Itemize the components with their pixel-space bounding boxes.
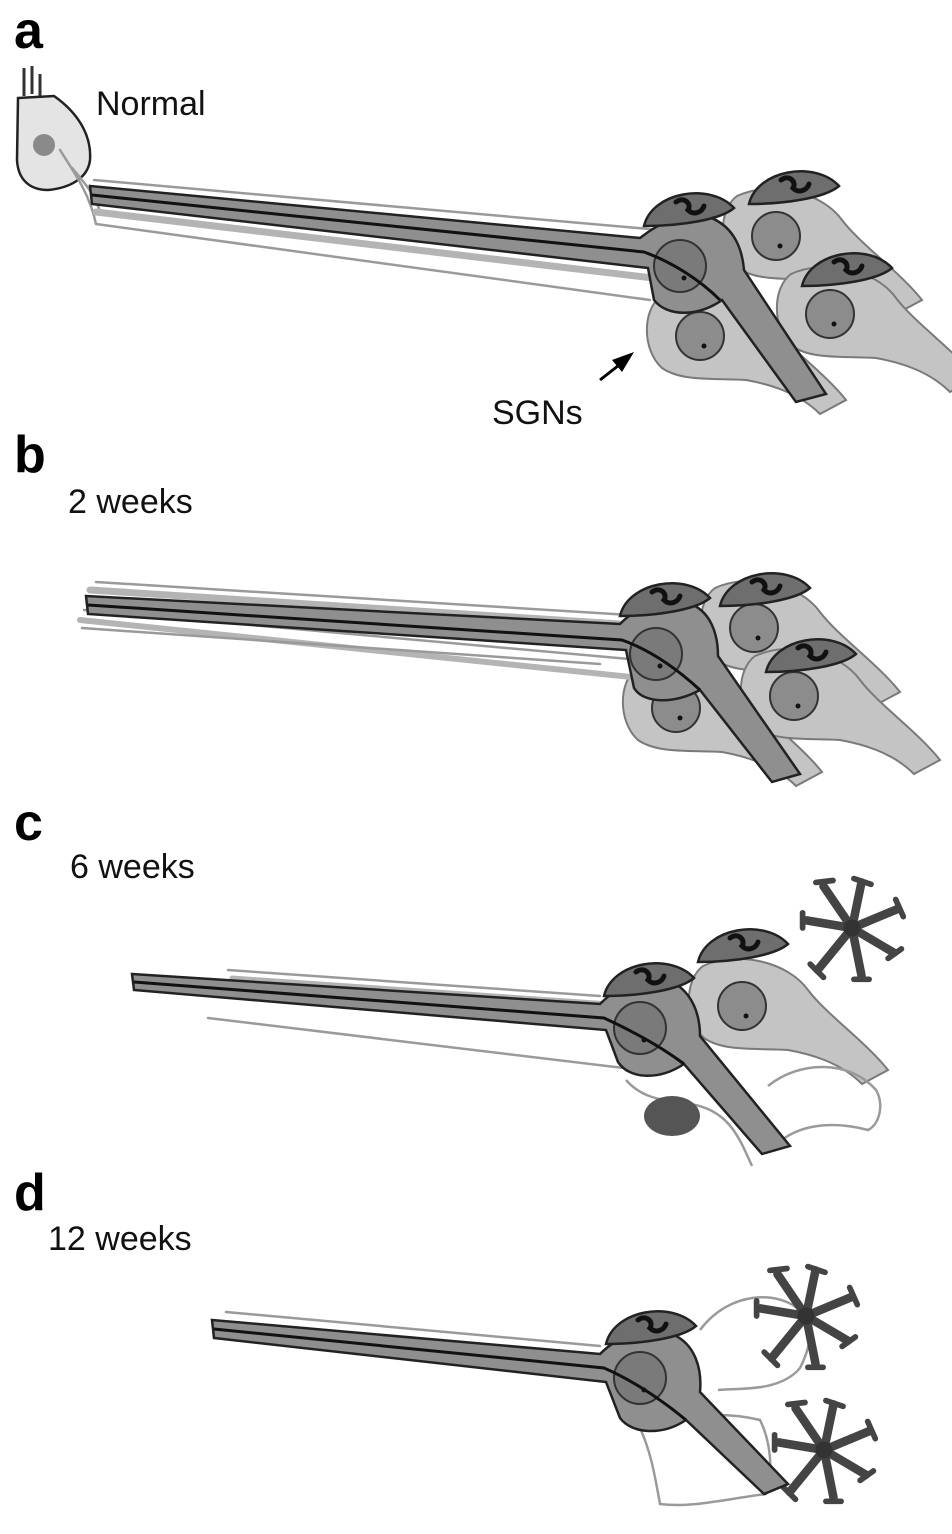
- satellite-cap: [698, 929, 788, 962]
- panel-d-letter: d: [14, 1164, 46, 1222]
- panel-c-caption: 6 weeks: [70, 848, 195, 886]
- glial-star-cell: [803, 879, 904, 980]
- panel-b-letter: b: [14, 426, 46, 484]
- panel-c-letter: c: [14, 794, 43, 852]
- satellite-cap: [644, 193, 734, 226]
- panel-a-caption: Normal: [96, 85, 206, 123]
- panel-a: [14, 2, 952, 432]
- satellite-cap: [749, 171, 839, 204]
- panel-d: [14, 1164, 875, 1505]
- inner-hair-cell: [17, 66, 90, 190]
- panel-c: [14, 794, 903, 1166]
- panel-a-letter: a: [14, 2, 43, 60]
- spiral-ganglion-neuron: [212, 1320, 788, 1494]
- sgns-annotation: [492, 352, 634, 432]
- panel-d-caption: 12 weeks: [48, 1220, 192, 1258]
- panel-b-caption: 2 weeks: [68, 483, 193, 521]
- glial-star-cell: [775, 1401, 876, 1502]
- degenerated-nucleus: [644, 1096, 700, 1136]
- sgns-label: SGNs: [492, 394, 583, 432]
- spiral-ganglion-neuron: [86, 596, 800, 782]
- panel-b: [14, 426, 940, 786]
